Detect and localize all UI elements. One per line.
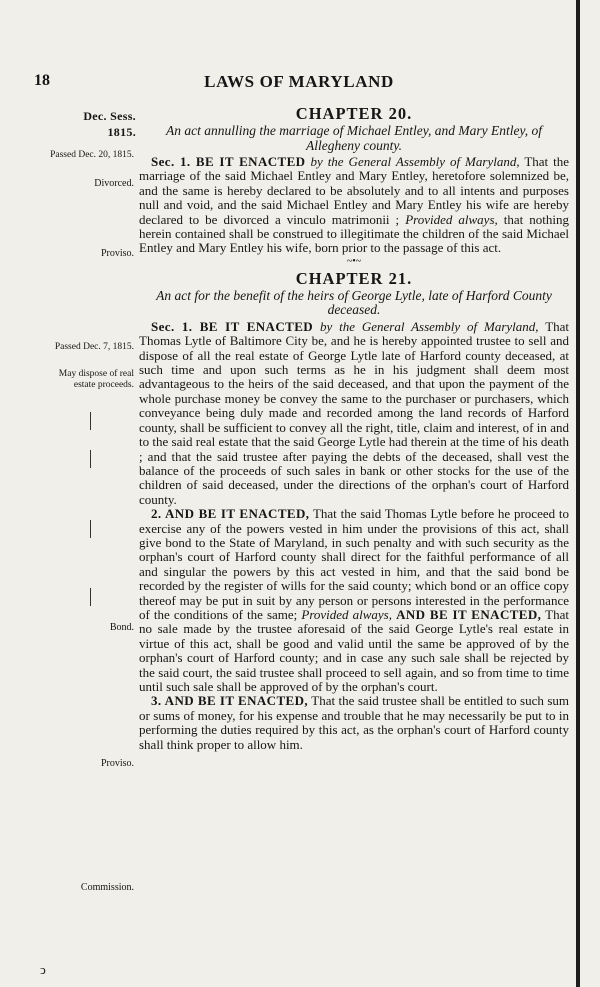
chapter-20-section-1	[139, 155, 569, 256]
running-title: LAWS OF MARYLAND	[204, 72, 394, 91]
margin-bar	[90, 450, 91, 468]
session-label-line2: 1815.	[107, 125, 136, 139]
margin-note-passed-ch20: Passed Dec. 20, 1815.	[50, 150, 134, 160]
page-number: 18	[34, 72, 50, 89]
session-label-line1: Dec. Sess.	[83, 109, 136, 123]
margin-bar	[90, 412, 91, 430]
section-lead: 2. AND BE IT ENACTED,	[151, 506, 310, 522]
section-lead: 3. AND BE IT ENACTED,	[151, 693, 309, 709]
footer-mark: ↄ	[40, 962, 46, 977]
section-body: That the marriage of the said Michael Entley and Mary Entley, heretofore solemnized be, and the same is hereby declared to be absolutely and to all intents and purposes null and void, and the said Michael Entley and Mary Entley his wife are hereby declared to be divorced a vinculo matrimonii ;	[139, 154, 570, 227]
section-body: That Thomas Lytle of Baltimore City be, and he is hereby appointed trustee to sell and dispose of all the real estate of George Lytle late of Harford county deceased, at such time and upon such terms as he in his judgment shall deem most advantageous to the heirs of the said deceased, and that upon the payment of the whole purchase money be convey the same to the purchaser or purchasers, which conveyance being duly made and recorded among the land records of Harford county, shall be sufficient to convey all the right, title, claim and interest, of in and to the said real estate that the said George Lytle had therein at the time of his death ; and that the said trustee after paying the debts of the deceased, shall vest the balance of the proceeds of such sales in bank or other stocks for the use of the children of said deceased, under the directions of the orphan's court of Harford county.	[139, 318, 570, 507]
proviso-phrase: Provided always,	[301, 606, 392, 622]
main-text-column	[139, 104, 569, 752]
margin-note-may-dispose: May dispose of real estate proceeds.	[58, 369, 134, 390]
margin-note-proviso-2: Proviso.	[100, 758, 134, 769]
chapter-21-act-title: An act for the benefit of the heirs of George Lytle, late of Harford County deceased.	[156, 287, 552, 318]
chapter-21-heading: CHAPTER 21.	[295, 268, 413, 288]
margin-bar	[90, 588, 91, 606]
proviso-phrase: Provided always,	[405, 211, 498, 227]
chapter-21-section-3	[139, 694, 569, 752]
section-tail: that nothing herein contained shall be construed to illegitimate the children of the said Michael Entley and Mary Entley his wife, born prior to the passage of this act.	[139, 211, 570, 256]
chapter-20-heading: CHAPTER 20.	[295, 104, 413, 123]
chapter-21-section-1	[139, 320, 569, 507]
margin-note-proviso-1: Proviso.	[100, 248, 134, 259]
section-lead: Sec. 1. BE IT ENACTED	[151, 154, 306, 169]
page-edge-rule	[576, 0, 580, 987]
section-body: That the said Thomas Lytle before he proceed to exercise any of the powers vested in him under the provisions of this act, shall give bond to the State of Maryland, in such penalty and with such security as the orphan's court of Harford county shall direct for the faithful performance of all and singular the powers by this act vested in him, and that the said bond be recorded by the register of wills for the said county; which bond or an office copy thereof may be put in suit by any person or persons interested in the performance of the conditions of the same;	[139, 506, 570, 622]
margin-note-passed-ch21: Passed Dec. 7, 1815.	[54, 342, 134, 352]
ornament-divider: ~•~	[346, 255, 362, 267]
enacting-clause: by the General Assembly of Maryland,	[310, 154, 520, 169]
margin-note-divorced: Divorced.	[94, 178, 134, 189]
margin-bar	[90, 520, 91, 538]
session-label	[50, 108, 136, 140]
section-body: That the said trustee shall be entitled to such sum or sums of money, for his expense and trouble that he may necessarily be put to in performing the duties required by this act, as the orphan's court of Harford county shall think proper to allow him.	[139, 693, 570, 752]
enacting-clause: by the General Assembly of Maryland,	[319, 318, 539, 334]
chapter-21-section-2	[139, 507, 569, 694]
margin-note-bond: Bond.	[109, 622, 134, 633]
section-tail: That no sale made by the trustee aforesaid of the said George Lytle's real estate in virtue of this act, shall be good and valid until the same be approved of by the orphan's court of Harford county; and in case any such sale shall be rejected by the said court, the said trustee shall proceed to sell again, and so from time to time until such sale shall be approved of by the orphan's court.	[139, 606, 569, 694]
section-lead: Sec. 1. BE IT ENACTED	[151, 318, 314, 334]
section-lead: AND BE IT ENACTED,	[396, 606, 542, 622]
chapter-20-act-title: An act annulling the marriage of Michael Entley, and Mary Entley, of Allegheny county.	[165, 123, 543, 153]
margin-note-commission: Commission.	[80, 882, 134, 893]
page-header	[34, 72, 564, 94]
